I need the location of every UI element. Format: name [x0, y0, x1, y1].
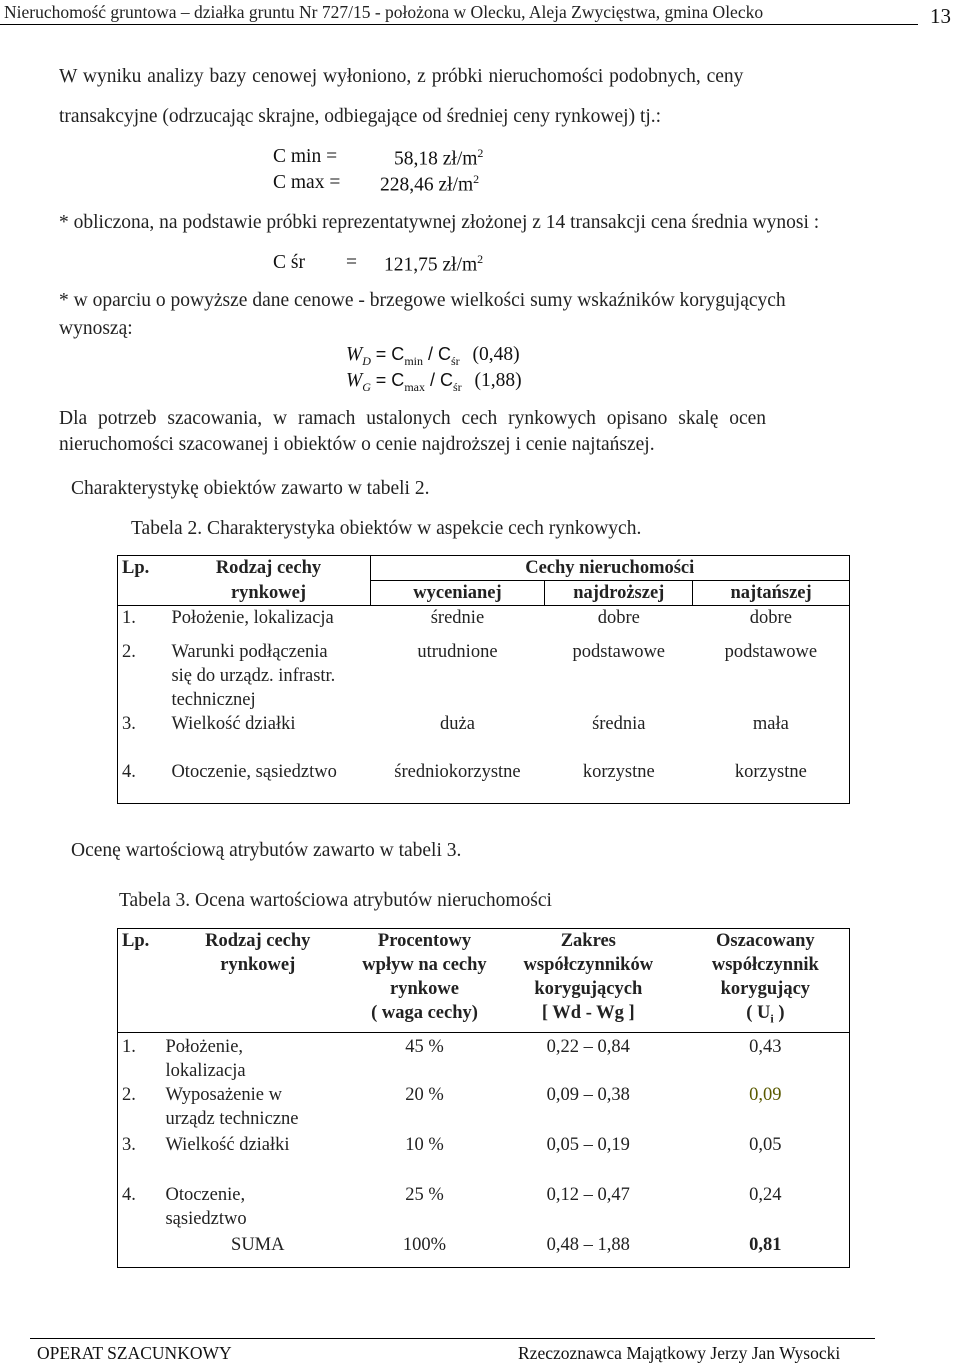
- table2-r3-najd: średnia: [592, 713, 646, 734]
- table2-r2-lp: 2.: [122, 641, 136, 662]
- formula-wd: $W_D = C_{min} / C_{śr}$ (0,48): [346, 344, 520, 368]
- indicators-note-line-2: wynoszą:: [59, 318, 133, 339]
- table2-r1-najt: dobre: [693, 606, 850, 640]
- table3-r2-wsp: 0,09: [749, 1085, 782, 1105]
- table2-r2-wyc: utrudnione: [417, 641, 498, 662]
- table3-r4-lp: 4.: [122, 1185, 136, 1205]
- table2-r1-wyc: średnie: [370, 606, 545, 640]
- table3-h-lp: Lp.: [122, 931, 150, 951]
- csr-value: 121,75 $zł/m^2$: [384, 252, 484, 276]
- para2-line-1: Dla potrzeb szacowania, w ramach ustalonych cech rynkowych opisano skalę ocen: [59, 408, 767, 429]
- table3-caption: Tabela 3. Ocena wartościowa atrybutów nieruchomości: [119, 890, 552, 911]
- table3: [117, 928, 850, 1268]
- table3-r3-wsp: 0,05: [749, 1135, 782, 1155]
- table2-r1-lp: 1.: [118, 606, 168, 640]
- table2-r2-najd: podstawowe: [572, 641, 666, 662]
- table-row: [118, 760, 850, 804]
- table2-caption: Tabela 2. Charakterystyka obiektów w aspekcie cech rynkowych.: [131, 518, 642, 539]
- table3-h-zakres: Zakres współczynników korygujących [ Wd - Wg ]: [523, 931, 654, 1023]
- table2-r3-lp: 3.: [122, 713, 136, 734]
- table2-r3-najt: mała: [752, 713, 789, 734]
- page-number: 13: [930, 4, 951, 28]
- table2-header-row-1: [118, 556, 850, 581]
- table3-r1-name: Położenie, lokalizacja: [161, 1033, 354, 1084]
- indicators-note-line-1: * w oparciu o powyższe dane cenowe - brzegowe wielkości sumy wskaźników korygujących: [59, 290, 786, 311]
- table2-r2-name: Warunki podłączenia się do urządz. infrastr. technicznej: [171, 641, 336, 710]
- table3-r4-waga: 25 %: [405, 1185, 444, 1205]
- csr-label: C śr: [273, 252, 305, 273]
- para2-line-2: nieruchomości szacowanej i obiektów o cenie najdroższej i cenie najtańszej.: [59, 434, 655, 455]
- table-row: [118, 606, 850, 640]
- table3-h-rodzaj: Rodzaj cechy rynkowej: [205, 931, 311, 975]
- table3-suma-row: [118, 1233, 850, 1267]
- table3-r1-waga: 45 %: [354, 1033, 495, 1084]
- footer-left: OPERAT SZACUNKOWY: [37, 1343, 232, 1363]
- table2-h-rodzaj: Rodzaj cechy: [215, 558, 322, 578]
- intro-line-1: W wyniku analizy bazy cenowej wyłoniono, z próbki nieruchomości podobnych, ceny: [59, 66, 744, 87]
- table2-h-lp: Lp.: [122, 558, 150, 578]
- intro-line-2: transakcyjne (odrzucając skrajne, odbiegające od średniej ceny rynkowej) tj.:: [59, 106, 662, 127]
- table3-r4-wsp: 0,24: [749, 1185, 782, 1205]
- footer-right: Rzeczoznawca Majątkowy Jerzy Jan Wysocki: [518, 1343, 841, 1363]
- table3-suma-zakres: 0,48 – 1,88: [546, 1235, 630, 1255]
- table2-r4-najt: korzystne: [734, 761, 807, 782]
- table-row: [118, 1183, 850, 1233]
- header-rule: [0, 24, 918, 25]
- cmax-value: 228,46 $zł/m^2$: [380, 172, 480, 196]
- para2-line-3: Charakterystykę obiektów zawarto w tabeli 2.: [71, 478, 430, 499]
- formula-wg: $W_G = C_{max} / C_{śr}$ (1,88): [346, 370, 522, 394]
- table3-r1-zakres: 0,22 – 0,84: [495, 1033, 682, 1084]
- table3-r2-lp: 2.: [122, 1085, 136, 1105]
- table2-r1-najd: dobre: [545, 606, 693, 640]
- table2-header-row-2: [118, 581, 850, 606]
- page-header-title: Nieruchomość gruntowa – działka gruntu Nr 727/15 - położona w Olecku, Aleja Zwycięstwa, gmina Olecko: [4, 2, 764, 22]
- table2-h-wycenianej: wycenianej: [370, 581, 545, 606]
- table3-suma-waga: 100%: [402, 1235, 447, 1255]
- table-row: [118, 1083, 850, 1133]
- table-row: [118, 712, 850, 760]
- table3-r2-name: Wyposażenie w urządz techniczne: [165, 1085, 299, 1129]
- table2-r4-wyc: średniokorzystne: [394, 761, 521, 782]
- table2-r3-wyc: duża: [439, 713, 475, 734]
- table3-r3-waga: 10 %: [405, 1135, 444, 1155]
- table3-r2-waga: 20 %: [405, 1085, 444, 1105]
- table2: [117, 555, 850, 804]
- table3-suma-wsp: 0,81: [749, 1235, 782, 1255]
- table2-r3-name: Wielkość działki: [171, 713, 296, 734]
- table3-h-procentowy: Procentowy wpływ na cechy rynkowe ( waga cechy): [362, 931, 487, 1023]
- table3-h-oszacowany: Oszacowany współczynnik korygujący ( $U_i$ ): [711, 931, 819, 1026]
- table-row: [118, 1033, 850, 1084]
- table-row: [118, 1133, 850, 1183]
- table2-r4-najd: korzystne: [582, 761, 655, 782]
- footer-rule: [30, 1338, 875, 1339]
- table2-h-cechy: Cechy nieruchomości: [370, 556, 849, 581]
- table3-r3-name: Wielkość działki: [165, 1135, 290, 1155]
- table2-r4-name: Otoczenie, sąsiedztwo: [171, 761, 337, 782]
- table2-r2-najt: podstawowe: [724, 641, 818, 662]
- table3-r4-name: Otoczenie, sąsiedztwo: [165, 1185, 247, 1229]
- table2-r1-name: Położenie, lokalizacja: [167, 606, 370, 640]
- table3-r3-zakres: 0,05 – 0,19: [546, 1135, 630, 1155]
- table3-r4-zakres: 0,12 – 0,47: [546, 1185, 630, 1205]
- cmin-label: C min =: [273, 146, 338, 167]
- table3-r1-lp: 1.: [118, 1033, 162, 1084]
- table2-h-najtanszej: najtańszej: [693, 581, 850, 606]
- table3-r1-wsp: 0,43: [682, 1033, 850, 1084]
- table2-h-rodzaj-2: rynkowej: [230, 582, 306, 603]
- table3-r2-zakres: 0,09 – 0,38: [546, 1085, 630, 1105]
- table3-suma-label: SUMA: [231, 1235, 285, 1255]
- avg-note: * obliczona, na podstawie próbki reprezentatywnej złożonej z 14 transakcji cena średnia wynosi :: [59, 212, 820, 233]
- table-row: [118, 640, 850, 712]
- table3-r3-lp: 3.: [122, 1135, 136, 1155]
- csr-equals: =: [346, 252, 357, 273]
- table2-h-najdrozszej: najdroższej: [545, 581, 693, 606]
- cmax-label: C max =: [273, 172, 341, 193]
- para3: Ocenę wartościową atrybutów zawarto w tabeli 3.: [71, 840, 462, 861]
- table2-r4-lp: 4.: [122, 761, 136, 782]
- cmin-value: 58,18 $zł/m^2$: [394, 146, 484, 170]
- table3-header-row: [118, 929, 850, 1033]
